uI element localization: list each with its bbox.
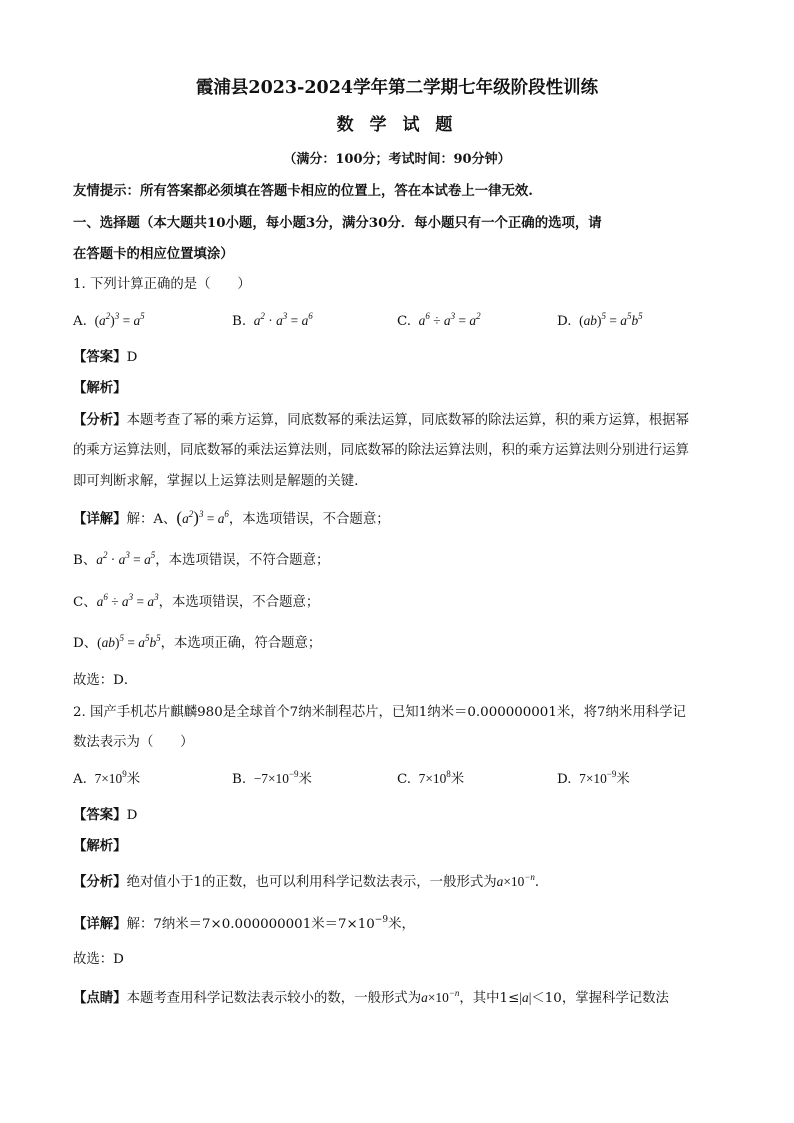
- q1-detail-d-suffix: ，本选项正确，符合题意；: [160, 636, 322, 651]
- q2-option-b-formula: $-7\times 10^{-9}$: [253, 769, 299, 786]
- q1-fenxi-text1: 本题考查了幂的乘方运算，同底数幂的乘法运算，同底数幂的除法运算，积的乘方运算，根据幂: [126, 413, 689, 428]
- q1-detail-c: [73, 592, 319, 613]
- q2-option-a: [73, 769, 140, 790]
- q2-dianjing-end: ＜10，掌握科学记数法: [531, 991, 669, 1006]
- section-heading-line2: 在答题卡的相应位置填涂）: [73, 246, 234, 262]
- q1-fenxi-tag: 【分析】: [73, 412, 127, 428]
- q2-detail-prefix: 解：7纳米＝7×0.000000001米＝7×10: [126, 917, 375, 932]
- q2-option-c-unit: 米: [450, 772, 465, 787]
- q2-answer: [73, 805, 137, 826]
- q2-dianjing-abs: |a|: [519, 990, 532, 1005]
- q1-option-b-formula: $a^2 \cdot a^3 = a^6$: [250, 311, 313, 328]
- q2-option-b: [232, 769, 312, 790]
- q1-detail-c-prefix: C、: [73, 595, 97, 610]
- q2-option-d-label: D.: [557, 772, 572, 787]
- q1-stem: 1. 下列计算正确的是（ ）: [73, 277, 251, 292]
- q1-detail-b-prefix: B、: [73, 553, 97, 568]
- q2-option-d: [557, 769, 630, 790]
- q2-detail-line: [73, 914, 415, 935]
- q1-option-b: [232, 311, 313, 332]
- q2-option-d-unit: 米: [616, 772, 630, 787]
- q1-fenxi-line3: 即可判断求解，掌握以上运算法则是解题的关键．: [73, 474, 368, 489]
- q1-option-d-formula: $(ab)^5 = a^5b^5$: [579, 311, 643, 328]
- q2-option-a-label: A.: [73, 772, 87, 787]
- q1-detail-b-formula: $a^2 \cdot a^3 = a^5$: [96, 550, 156, 567]
- exam-info: （满分：100分；考试时间：90分钟）: [283, 152, 511, 167]
- q1-detail-tag: 【详解】: [73, 511, 127, 527]
- q2-dianjing-formula: $a\times 10^{-n}$: [421, 988, 460, 1005]
- q1-conclusion: 故选：D．: [73, 673, 138, 688]
- q1-detail-a: [73, 508, 390, 530]
- q2-analysis-tag: 【解析】: [73, 838, 127, 854]
- page-title: 霞浦县2023-2024学年第二学期七年级阶段性训练: [195, 78, 599, 98]
- q1-option-a-label: A.: [73, 314, 87, 329]
- q1-detail-a-formula: $(a^2)^3 = a^6$: [176, 508, 229, 527]
- q2-dianjing-line: [73, 988, 669, 1009]
- q2-answer-value: D: [126, 808, 138, 823]
- q1-option-b-label: B.: [232, 314, 247, 329]
- q2-dianjing-tag: 【点睛】: [73, 990, 127, 1006]
- q2-fenxi-tag: 【分析】: [73, 874, 127, 890]
- q2-stem-line1: 2. 国产手机芯片麒麟980是全球首个7纳米制程芯片，已知1纳米＝0.000000001米，将7纳米用科学记: [73, 705, 686, 720]
- q2-option-b-unit: 米: [298, 772, 312, 787]
- q1-option-c-formula: $a^6 \div a^3 = a^2$: [415, 311, 481, 328]
- q1-detail-d-formula: $(ab)^5 = a^5b^5$: [97, 633, 161, 650]
- q2-option-c-label: C.: [397, 772, 412, 787]
- q1-detail-b: [73, 550, 329, 571]
- q2-option-c: [397, 769, 464, 790]
- q1-analysis-tag: 【解析】: [73, 380, 127, 396]
- q2-dianjing-mid: ，其中1≤: [459, 991, 520, 1006]
- q1-detail-c-formula: $a^6 \div a^3 = a^3$: [96, 592, 159, 609]
- q1-option-c-label: C.: [397, 314, 412, 329]
- q1-fenxi-line2: 的乘方运算法则，同底数幂的乘法运算法则，同底数幂的除法运算法则，积的乘方运算法则分别进行运算: [73, 443, 689, 458]
- q1-answer-value: D: [126, 350, 138, 365]
- q2-conclusion: 故选：D: [73, 952, 124, 967]
- q2-fenxi-text: 绝对值小于1的正数，也可以利用科学记数法表示，一般形式为: [126, 875, 497, 890]
- q1-answer-tag: 【答案】: [73, 349, 127, 365]
- q2-option-d-formula: $7\times 10^{-9}$: [579, 769, 617, 786]
- q1-option-a-formula: $(a^2)^3 = a^5$: [94, 311, 145, 328]
- q2-fenxi-formula: $a\times 10^{-n}$: [496, 872, 535, 889]
- q1-detail-a-suffix: ，本选项错误，不合题意；: [228, 512, 390, 527]
- q1-option-a: [73, 311, 145, 332]
- q2-option-c-formula: $7\times 10^8$: [418, 769, 451, 786]
- q1-fenxi-line1: [73, 410, 689, 431]
- q2-fenxi-line: [73, 872, 548, 893]
- q1-option-c: [397, 311, 481, 332]
- q2-option-b-label: B.: [232, 772, 247, 787]
- q2-fenxi-end: ．: [534, 875, 549, 890]
- q2-dianjing-prefix: 本题考查用科学记数法表示较小的数，一般形式为: [126, 991, 422, 1006]
- q2-detail-tag: 【详解】: [73, 916, 127, 932]
- q2-option-a-formula: $7\times 10^9$: [94, 769, 127, 786]
- page-subtitle: 数 学 试 题: [336, 115, 458, 135]
- q1-detail-d: [73, 633, 321, 654]
- q1-detail-c-suffix: ，本选项错误，不合题意；: [158, 595, 320, 610]
- q2-stem-line2: 数法表示为（ ）: [73, 735, 194, 750]
- q2-detail-exp: −9: [374, 915, 389, 925]
- q1-option-d-label: D.: [557, 314, 572, 329]
- section-heading-line1: 一、选择题（本大题共10小题，每小题3分，满分30分．每小题只有一个正确的选项，请: [73, 215, 602, 231]
- q1-detail-b-suffix: ，本选项错误，不符合题意；: [155, 553, 330, 568]
- q1-answer: [73, 347, 137, 368]
- q2-answer-tag: 【答案】: [73, 807, 127, 823]
- q1-detail-a-prefix: 解：A、: [126, 512, 177, 527]
- q1-detail-d-prefix: D、: [73, 636, 98, 651]
- q1-option-d: [557, 311, 643, 332]
- q2-detail-suffix: 米，: [388, 917, 415, 932]
- q2-option-a-unit: 米: [126, 772, 141, 787]
- notice-text: 友情提示：所有答案都必须填在答题卡相应的位置上，答在本试卷上一律无效.: [73, 183, 533, 199]
